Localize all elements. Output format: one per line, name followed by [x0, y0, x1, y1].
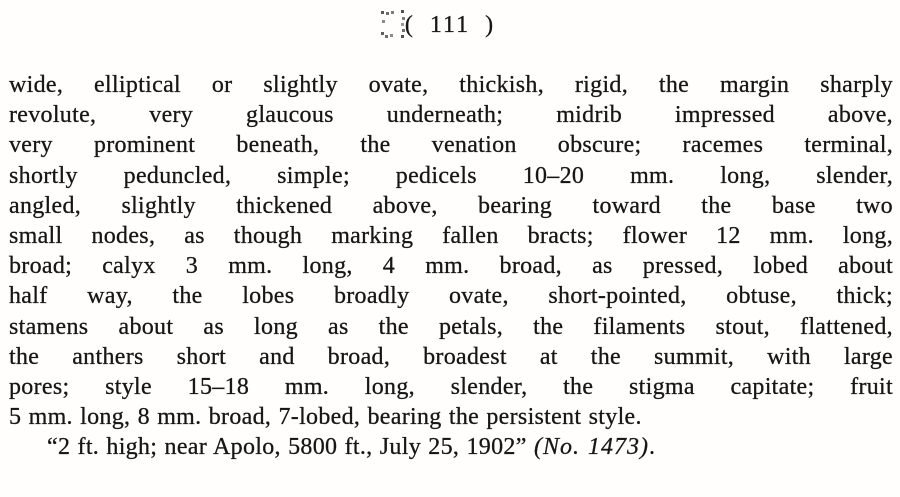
specimen-number: (No. 1473): [533, 434, 649, 461]
text-line: very prominent beneath, the venation obscure; racemes terminal,: [9, 132, 893, 159]
quote-text: “2 ft. high; near Apolo, 5800 ft., July 25, 1902”: [47, 434, 534, 461]
text-line: angled, slightly thickened above, bearing toward the base two: [9, 192, 893, 219]
collector-quote-line: [9, 432, 893, 462]
text-line: pores; style 15–18 mm. long, slender, the stigma capitate; fruit: [9, 374, 893, 401]
text-line: broad; calyx 3 mm. long, 4 mm. broad, as pressed, lobed about: [9, 253, 893, 280]
text-line: 5 mm. long, 8 mm. broad, 7-lobed, bearing the persistent style.: [9, 404, 642, 431]
text-line: the anthers short and broad, broadest at the summit, with large: [9, 343, 893, 370]
description-paragraph: [9, 70, 893, 463]
text-line: shortly peduncled, simple; pedicels 10–20 mm. long, slender,: [9, 162, 893, 189]
text-line: half way, the lobes broadly ovate, short-pointed, obtuse, thick;: [9, 283, 893, 310]
text-line: revolute, very glaucous underneath; midrib impressed above,: [9, 102, 893, 129]
text-line: wide, elliptical or slightly ovate, thickish, rigid, the margin sharply: [9, 72, 893, 98]
page-number-header: ( 111 ): [404, 12, 496, 38]
quote-end-period: .: [648, 434, 656, 461]
text-line: stamens about as long as the petals, the filaments stout, flattened,: [9, 313, 893, 340]
text-line: small nodes, as though marking fallen bracts; flower 12 mm. long,: [9, 223, 893, 250]
